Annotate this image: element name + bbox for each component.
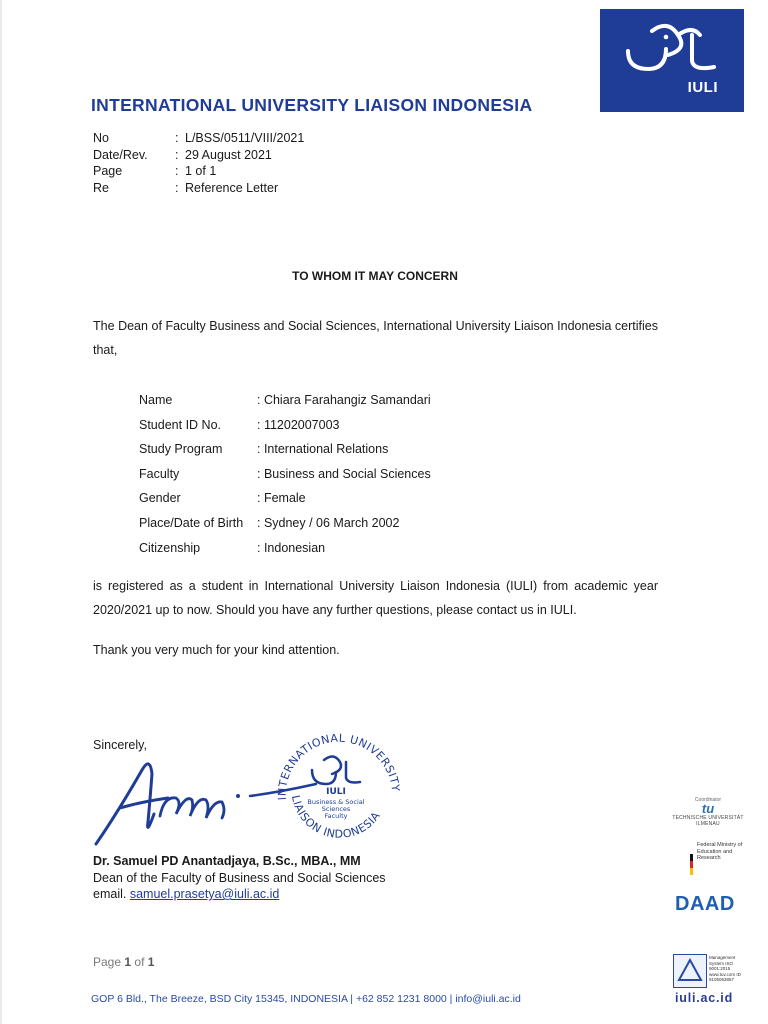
- page-total: 1: [147, 955, 155, 969]
- detail-row: [139, 462, 431, 487]
- signer-title: Dean of the Faculty of Business and Social Sciences: [93, 870, 386, 885]
- stamp-bottom-text: LIAISON INDONESIA: [288, 793, 383, 841]
- stamp-center-text: IULI: [326, 787, 346, 797]
- stamp-line-2: Sciences: [321, 805, 351, 813]
- detail-label: Name: [139, 393, 173, 407]
- meta-row: [93, 147, 304, 164]
- signer-block: [93, 853, 386, 903]
- stamp-line-1: Business & Social: [307, 798, 365, 806]
- stamp-top-text: INTERNATIONAL UNIVERSITY: [275, 731, 402, 801]
- detail-label: Gender: [139, 491, 181, 506]
- meta-row: [93, 180, 304, 197]
- email-link[interactable]: samuel.prasetya@iuli.ac.id: [129, 887, 280, 901]
- meta-value: L/BSS/0511/VIII/2021: [185, 131, 305, 145]
- organization-name: INTERNATIONAL UNIVERSITY LIAISON INDONESIA: [91, 95, 533, 115]
- meta-value: 1 of 1: [185, 164, 217, 178]
- email-label: email.: [93, 887, 127, 901]
- meta-value: Reference Letter: [185, 180, 279, 195]
- detail-row: [139, 388, 431, 413]
- iuli-logo: [600, 9, 744, 112]
- detail-row: [139, 413, 431, 438]
- page-indicator: [93, 955, 154, 969]
- daad-logo: DAAD: [675, 893, 735, 915]
- tu-name: TECHNISCHE UNIVERSITÄT ILMENAU: [672, 815, 744, 827]
- letter-heading: TO WHOM IT MAY CONCERN: [292, 269, 458, 283]
- footer-address: GOP 6 Bld., The Breeze, BSD City 15345, INDONESIA | +62 852 1231 8000 | info@iuli.ac.id: [91, 993, 521, 1005]
- signer-email-row: [93, 886, 386, 903]
- student-details: [139, 388, 431, 560]
- detail-label: Place/Date of Birth: [139, 515, 244, 530]
- tuv-text: Management System ISO 9001:2015 www.tuv.com ID 9105063857: [709, 955, 741, 982]
- detail-value: : Sydney / 06 March 2002: [257, 515, 400, 530]
- tuv-certification-logo: [673, 954, 743, 988]
- meta-label: No: [93, 131, 109, 145]
- detail-label: Study Program: [139, 442, 223, 457]
- meta-colon: :: [175, 131, 179, 145]
- detail-label: Citizenship: [139, 540, 201, 555]
- page-current: 1: [124, 955, 132, 969]
- detail-value: : Indonesian: [257, 540, 326, 555]
- tu-coordinator-label: Coordinator: [694, 797, 722, 803]
- website-label: iuli.ac.id: [675, 991, 734, 1005]
- logo-text: IULI: [687, 79, 718, 96]
- registration-paragraph: is registered as a student in International University Liaison Indonesia (IULI) from academic year 2020/2021 up to now. Should you have any further questions, please contact us in IULI.: [93, 579, 658, 617]
- page-edge: [0, 0, 2, 1024]
- bmbf-logo: [676, 842, 744, 878]
- page-word: Page: [93, 955, 122, 969]
- bmbf-text: Federal Ministry of Education and Research: [697, 842, 743, 861]
- detail-label: Student ID No.: [139, 417, 221, 432]
- meta-value: 29 August 2021: [185, 147, 272, 162]
- meta-colon: :: [175, 180, 179, 195]
- salutation: Sincerely,: [93, 738, 147, 752]
- meta-label: Date/Rev.: [93, 147, 148, 162]
- university-stamp: [270, 730, 402, 842]
- meta-colon: :: [175, 147, 179, 162]
- tuv-badge-icon: [673, 954, 707, 988]
- meta-row: [93, 130, 304, 147]
- detail-value: : Chiara Farahangiz Samandari: [257, 393, 431, 407]
- detail-value: : Business and Social Sciences: [257, 466, 431, 481]
- meta-row: [93, 163, 304, 180]
- detail-label: Faculty: [139, 466, 180, 481]
- meta-label: Page: [93, 164, 123, 178]
- thanks-paragraph: Thank you very much for your kind attention.: [93, 643, 340, 657]
- detail-value: : Female: [257, 491, 306, 506]
- stamp-line-3: Faculty: [324, 812, 348, 820]
- meta-colon: :: [175, 164, 179, 178]
- detail-row: [139, 437, 431, 462]
- stamp-bird-icon: [312, 756, 360, 784]
- letter-meta: [93, 130, 304, 196]
- intro-paragraph: The Dean of Faculty Business and Social Sciences, International University Liaison Indonesia certifies that,: [93, 319, 658, 357]
- german-flag-icon: [690, 854, 693, 875]
- detail-row: [139, 536, 431, 561]
- tu-ilmenau-logo: [672, 797, 744, 827]
- detail-row: [139, 511, 431, 536]
- signer-name: Dr. Samuel PD Anantadjaya, B.Sc., MBA., MM: [93, 854, 361, 868]
- detail-row: [139, 486, 431, 511]
- page-of: of: [134, 955, 145, 969]
- detail-value: : International Relations: [257, 442, 389, 457]
- tu-mark: tu: [701, 801, 715, 816]
- meta-label: Re: [93, 180, 109, 195]
- detail-value: : 11202007003: [257, 417, 340, 432]
- bird-logo-icon: [622, 21, 722, 79]
